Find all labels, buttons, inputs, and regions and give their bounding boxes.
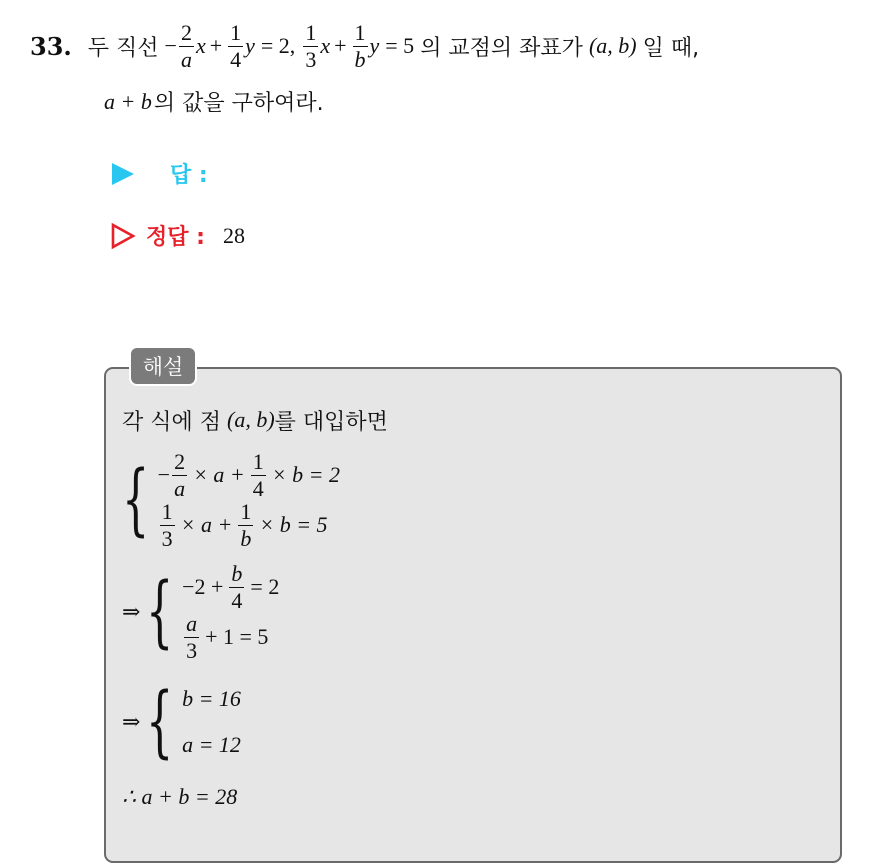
equation-2: $\frac{1}{3}$ x + $\frac{1}{b}$ y = 5 — [305, 19, 415, 72]
correct-answer-value: 28 — [222, 222, 245, 248]
question-line2-text: 의 값을 구하여라. — [153, 91, 324, 116]
fraction: $\frac{1}{b}$ — [354, 19, 366, 72]
question-line-1 — [30, 18, 705, 74]
left-brace: { — [122, 455, 150, 545]
correct-answer-label: 정답 : — [146, 225, 205, 250]
fraction: $\frac{2}{a}$ — [180, 19, 192, 72]
fraction: $\frac{1}{4}$ — [230, 19, 242, 72]
solution-content — [122, 402, 394, 810]
equation-1: − $\frac{2}{a}$ x + $\frac{1}{4}$ y = 2, — [164, 19, 296, 72]
implies-arrow: ⇒ — [122, 709, 141, 735]
answer-row — [110, 158, 208, 189]
system-2 — [122, 562, 394, 662]
system-2-row-2: $\frac{a}{3}$ + 1 = 5 — [186, 610, 269, 663]
point: (a, b) — [588, 33, 637, 58]
question-end: 일 때, — [642, 35, 700, 61]
system-3 — [122, 676, 394, 768]
implies-arrow: ⇒ — [122, 599, 141, 625]
play-marker-icon — [110, 161, 136, 187]
system-1-row-1: − $\frac{2}{a}$ × a + $\frac{1}{4}$ × b = 2 — [157, 448, 340, 501]
correct-answer-row — [110, 220, 245, 251]
left-brace: { — [146, 677, 174, 767]
a-plus-b: a + b — [104, 88, 152, 114]
question-mid: 의 교점의 좌표가 — [420, 35, 583, 61]
system-3-row-2: a = 12 — [182, 732, 241, 757]
solution-tag: 해설 — [129, 346, 197, 386]
solution-intro: 각 식에 점 (a, b) 를 대입하면 — [122, 407, 388, 435]
left-brace: { — [146, 567, 174, 657]
fraction: $\frac{1}{3}$ — [305, 19, 317, 72]
question-line-2 — [104, 86, 330, 117]
system-2-row-1: −2 + $\frac{b}{4}$ = 2 — [182, 560, 280, 613]
question-number: 33. — [30, 31, 72, 61]
system-1-row-2: $\frac{1}{3}$ × a + $\frac{1}{b}$ × b = 5 — [161, 498, 328, 551]
point: (a, b) — [227, 407, 275, 432]
question-intro: 두 직선 — [87, 35, 159, 61]
system-1 — [122, 450, 394, 550]
outline-play-marker-icon — [110, 222, 136, 250]
answer-label: 답 : — [170, 163, 208, 188]
system-3-row-1: b = 16 — [182, 686, 241, 711]
conclusion: ∴ a + b = 28 — [122, 784, 238, 809]
